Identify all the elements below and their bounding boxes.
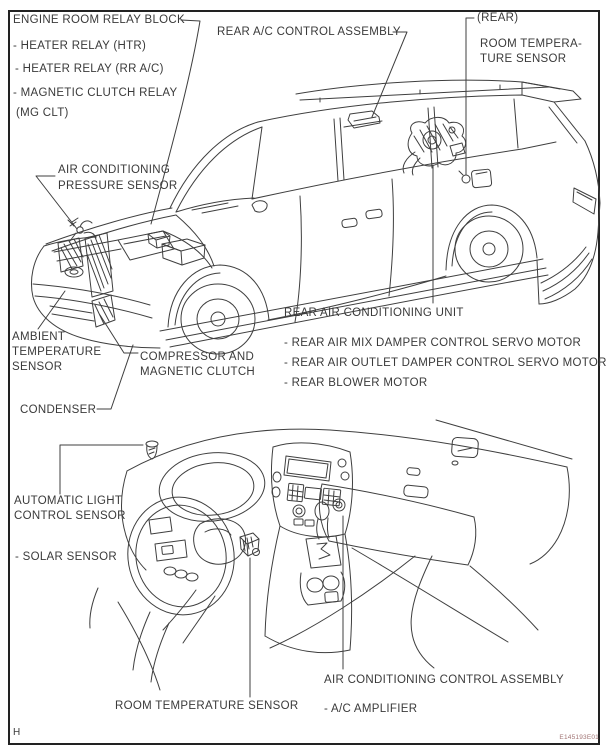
label-mg-clt: (MG CLT) (16, 107, 69, 119)
vehicle-leader-lines (36, 18, 474, 409)
label-rear-room-temp-2: TURE SENSOR (480, 53, 567, 65)
center-stack-art (265, 443, 352, 653)
label-ambient-sensor-3: SENSOR (12, 361, 63, 373)
label-engine-room-relay-block: ENGINE ROOM RELAY BLOCK (13, 14, 185, 26)
label-rear-blower-motor: - REAR BLOWER MOTOR (284, 377, 428, 389)
cluster-and-steering (90, 447, 269, 690)
label-ambient-sensor-2: TEMPERATURE (12, 346, 102, 358)
label-rear-prefix: (REAR) (477, 12, 519, 24)
overhead-console-art (344, 111, 382, 128)
rear-wheel (446, 205, 537, 282)
label-ac-pressure-sensor-1: AIR CONDITIONING (58, 164, 171, 176)
figure-code: E145193E01 (559, 734, 599, 741)
label-compressor-2: MAGNETIC CLUTCH (140, 366, 256, 378)
label-heater-relay-htr: - HEATER RELAY (HTR) (13, 40, 147, 52)
label-ambient-sensor-1: AMBIENT (12, 331, 66, 343)
label-condenser: CONDENSER (20, 404, 97, 416)
rear-ac-unit-art (403, 117, 465, 175)
van-roof (258, 80, 581, 122)
label-ac-pressure-sensor-2: PRESSURE SENSOR (58, 180, 178, 192)
label-solar-sensor: - SOLAR SENSOR (15, 551, 117, 563)
label-rear-room-temp-1: ROOM TEMPERA- (480, 38, 583, 50)
label-room-temp-sensor: ROOM TEMPERATURE SENSOR (115, 700, 299, 712)
label-rear-air-outlet-servo: - REAR AIR OUTLET DAMPER CONTROL SERVO MOTOR (284, 357, 607, 369)
rear-room-temp-sensor-art (459, 171, 470, 183)
label-auto-light-sensor-2: CONTROL SENSOR (14, 510, 126, 522)
label-heater-relay-rr-ac: - HEATER RELAY (RR A/C) (15, 63, 164, 75)
room-temp-sensor-art (240, 533, 260, 556)
label-magnetic-clutch-relay: - MAGNETIC CLUTCH RELAY (13, 87, 178, 99)
label-ac-control-assembly: AIR CONDITIONING CONTROL ASSEMBLY (324, 674, 564, 686)
label-rear-ac-unit: REAR AIR CONDITIONING UNIT (284, 307, 464, 319)
front-wheel (168, 265, 269, 354)
label-rear-air-mix-servo: - REAR AIR MIX DAMPER CONTROL SERVO MOTOR (284, 337, 582, 349)
dash-leader-lines (60, 445, 343, 697)
label-auto-light-sensor-1: AUTOMATIC LIGHT (14, 495, 123, 507)
label-ac-amplifier: - A/C AMPLIFIER (324, 703, 418, 715)
label-compressor-1: COMPRESSOR AND (140, 351, 255, 363)
label-rear-ac-control-assembly: REAR A/C CONTROL ASSEMBLY (217, 26, 401, 38)
page-marker: H (13, 727, 21, 738)
